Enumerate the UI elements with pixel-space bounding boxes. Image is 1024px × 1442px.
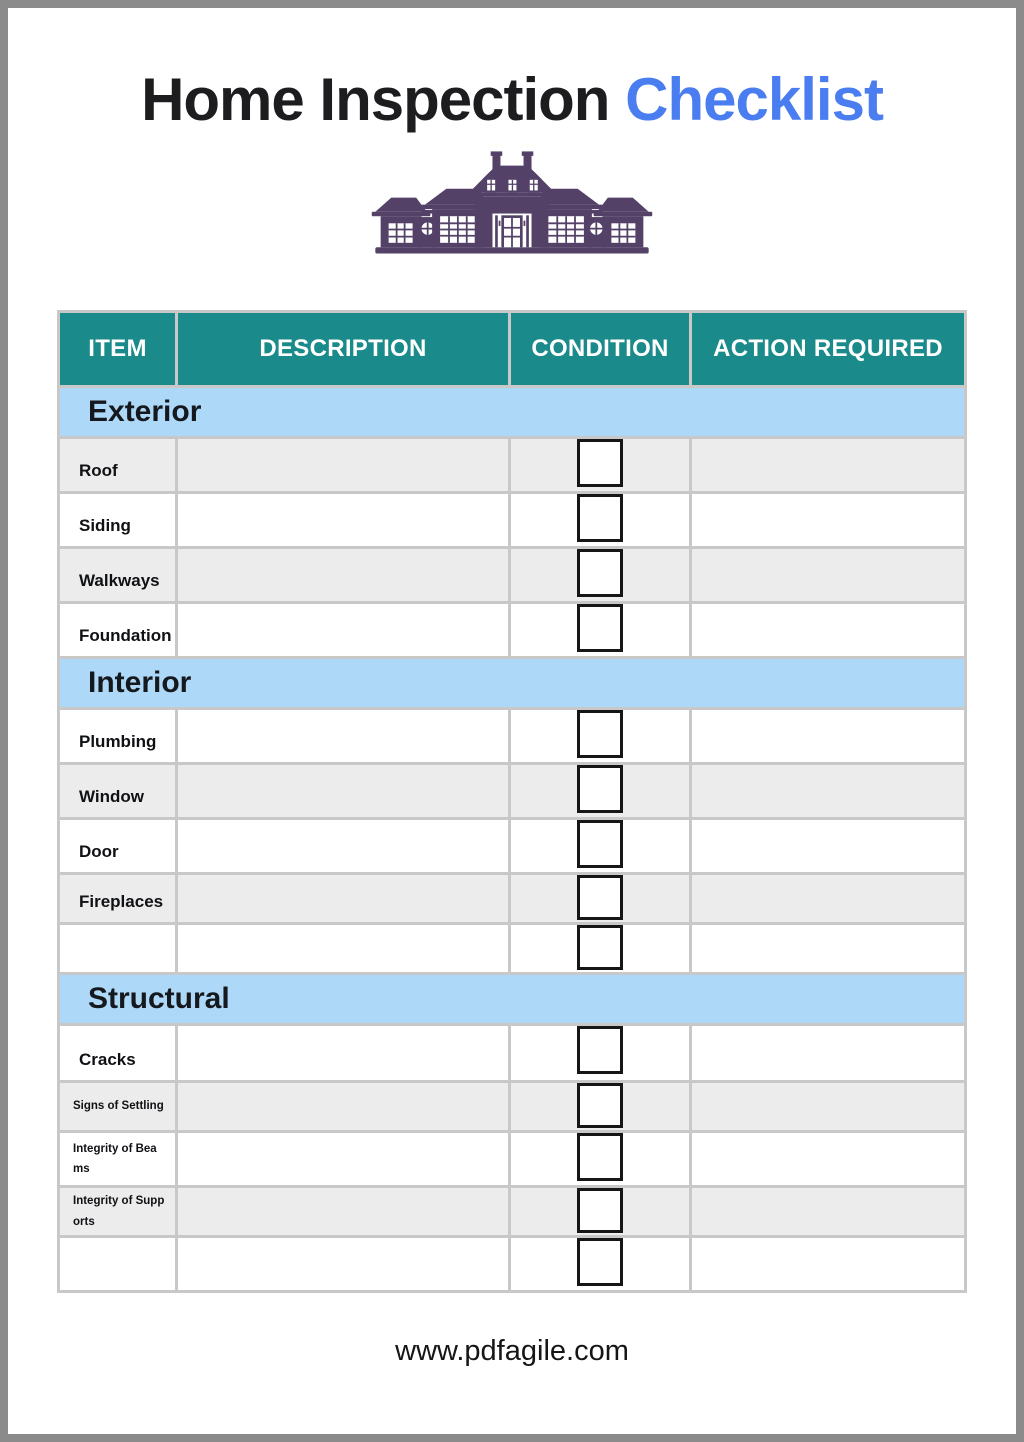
description-cell[interactable] bbox=[178, 549, 508, 601]
description-cell[interactable] bbox=[178, 1083, 508, 1130]
column-header-condition: CONDITION bbox=[511, 313, 689, 385]
item-cell: Integrity of Supports bbox=[60, 1188, 175, 1235]
description-cell[interactable] bbox=[178, 604, 508, 656]
table-row-window bbox=[60, 765, 964, 817]
condition-cell bbox=[511, 494, 689, 546]
table-row-integrity-of-beams bbox=[60, 1133, 964, 1185]
condition-cell bbox=[511, 765, 689, 817]
condition-checkbox[interactable] bbox=[577, 604, 623, 652]
description-cell[interactable] bbox=[178, 439, 508, 491]
table-row-interior-blank bbox=[60, 925, 964, 972]
action-cell[interactable] bbox=[692, 604, 964, 656]
condition-cell bbox=[511, 875, 689, 922]
page-title-accent: Checklist bbox=[625, 66, 883, 133]
action-cell[interactable] bbox=[692, 710, 964, 762]
item-cell: Signs of Settling bbox=[60, 1083, 175, 1130]
description-cell[interactable] bbox=[178, 1026, 508, 1080]
column-header-item: ITEM bbox=[60, 313, 175, 385]
item-cell: Integrity of Beams bbox=[60, 1133, 175, 1185]
action-cell[interactable] bbox=[692, 925, 964, 972]
table-row-fireplaces bbox=[60, 875, 964, 922]
condition-checkbox[interactable] bbox=[577, 710, 623, 758]
condition-checkbox[interactable] bbox=[577, 439, 623, 487]
item-cell: Walkways bbox=[60, 549, 175, 601]
section-header-interior: Interior bbox=[60, 659, 964, 707]
item-cell[interactable] bbox=[60, 1238, 175, 1290]
condition-cell bbox=[511, 1026, 689, 1080]
table-row-cracks bbox=[60, 1026, 964, 1080]
section-header-structural: Structural bbox=[60, 975, 964, 1023]
condition-checkbox[interactable] bbox=[577, 1133, 623, 1181]
section-header-exterior: Exterior bbox=[60, 388, 964, 436]
description-cell[interactable] bbox=[178, 1238, 508, 1290]
item-cell: Plumbing bbox=[60, 710, 175, 762]
table-row-foundation bbox=[60, 604, 964, 656]
description-cell[interactable] bbox=[178, 494, 508, 546]
description-cell[interactable] bbox=[178, 875, 508, 922]
action-cell[interactable] bbox=[692, 494, 964, 546]
item-cell: Door bbox=[60, 820, 175, 872]
condition-cell bbox=[511, 1238, 689, 1290]
condition-checkbox[interactable] bbox=[577, 549, 623, 597]
table-row-walkways bbox=[60, 549, 964, 601]
description-cell[interactable] bbox=[178, 820, 508, 872]
condition-checkbox[interactable] bbox=[577, 494, 623, 542]
item-cell: Fireplaces bbox=[60, 875, 175, 922]
condition-checkbox[interactable] bbox=[577, 765, 623, 813]
item-cell: Foundation bbox=[60, 604, 175, 656]
action-cell[interactable] bbox=[692, 1083, 964, 1130]
table-row-integrity-of-supports bbox=[60, 1188, 964, 1235]
table-row-roof bbox=[60, 439, 964, 491]
action-cell[interactable] bbox=[692, 820, 964, 872]
action-cell[interactable] bbox=[692, 765, 964, 817]
condition-cell bbox=[511, 710, 689, 762]
condition-cell bbox=[511, 439, 689, 491]
description-cell[interactable] bbox=[178, 1188, 508, 1235]
table-row-door bbox=[60, 820, 964, 872]
column-header-action-required: ACTION REQUIRED bbox=[692, 313, 964, 385]
description-cell[interactable] bbox=[178, 765, 508, 817]
condition-checkbox[interactable] bbox=[577, 1026, 623, 1074]
item-cell: Roof bbox=[60, 439, 175, 491]
item-cell: Cracks bbox=[60, 1026, 175, 1080]
action-cell[interactable] bbox=[692, 1188, 964, 1235]
description-cell[interactable] bbox=[178, 1133, 508, 1185]
item-cell: Siding bbox=[60, 494, 175, 546]
action-cell[interactable] bbox=[692, 549, 964, 601]
condition-checkbox[interactable] bbox=[577, 875, 623, 920]
table-row-siding bbox=[60, 494, 964, 546]
condition-cell bbox=[511, 820, 689, 872]
condition-cell bbox=[511, 549, 689, 601]
condition-checkbox[interactable] bbox=[577, 1083, 623, 1128]
item-cell: Window bbox=[60, 765, 175, 817]
condition-checkbox[interactable] bbox=[577, 820, 623, 868]
house-icon bbox=[8, 146, 1016, 258]
table-row-plumbing bbox=[60, 710, 964, 762]
table-header-row bbox=[60, 313, 964, 385]
action-cell[interactable] bbox=[692, 439, 964, 491]
description-cell[interactable] bbox=[178, 710, 508, 762]
table-row-structural-blank bbox=[60, 1238, 964, 1290]
condition-checkbox[interactable] bbox=[577, 925, 623, 970]
item-cell[interactable] bbox=[60, 925, 175, 972]
inspection-table bbox=[57, 310, 967, 1293]
action-cell[interactable] bbox=[692, 1238, 964, 1290]
condition-checkbox[interactable] bbox=[577, 1188, 623, 1233]
condition-cell bbox=[511, 1083, 689, 1130]
page bbox=[8, 8, 1016, 1368]
condition-cell bbox=[511, 925, 689, 972]
description-cell[interactable] bbox=[178, 925, 508, 972]
column-header-description: DESCRIPTION bbox=[178, 313, 508, 385]
condition-checkbox[interactable] bbox=[577, 1238, 623, 1286]
action-cell[interactable] bbox=[692, 875, 964, 922]
condition-cell bbox=[511, 1133, 689, 1185]
footer-url: www.pdfagile.com bbox=[395, 1335, 629, 1367]
page-title bbox=[8, 8, 1016, 133]
condition-cell bbox=[511, 1188, 689, 1235]
action-cell[interactable] bbox=[692, 1133, 964, 1185]
action-cell[interactable] bbox=[692, 1026, 964, 1080]
page-title-main: Home Inspection bbox=[141, 66, 626, 133]
table-row-signs-of-settling bbox=[60, 1083, 964, 1130]
condition-cell bbox=[511, 604, 689, 656]
